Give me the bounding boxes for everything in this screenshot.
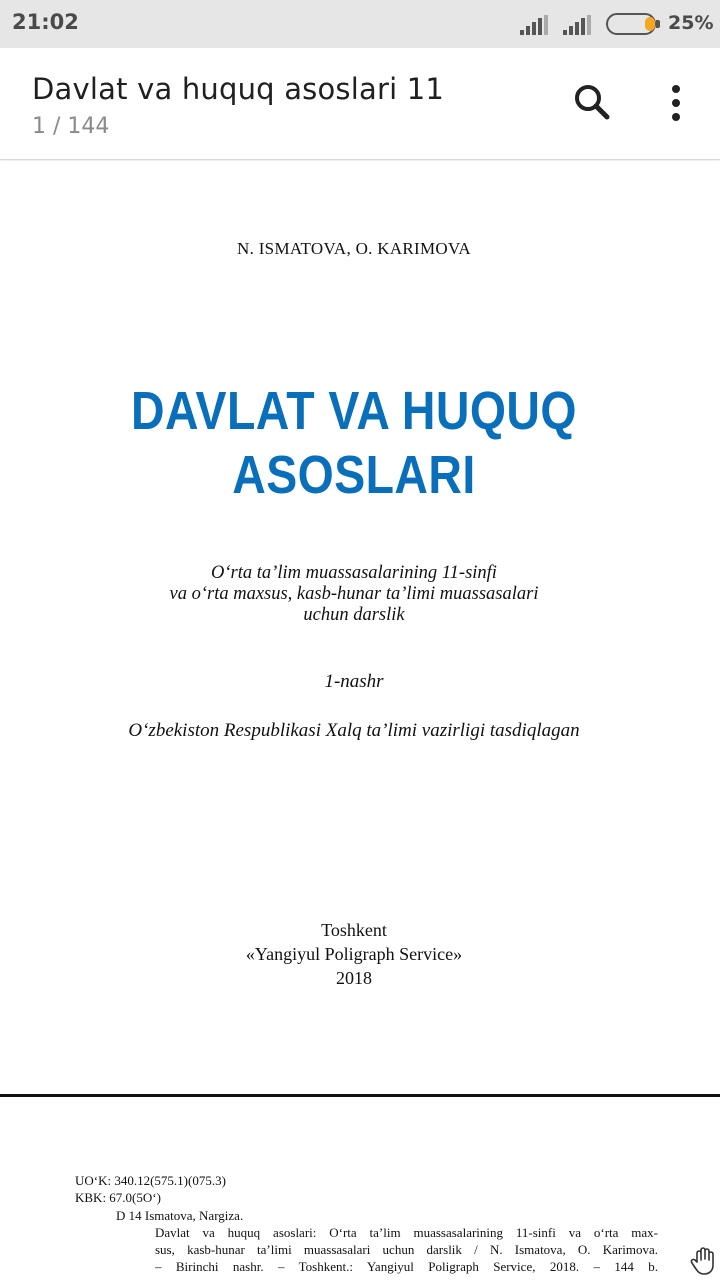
- udk-code: UO‘K: 340.12(575.1)(075.3): [75, 1173, 226, 1188]
- catalog-description-line: Davlat va huquq asoslari: O‘rta ta’lim muassasalarining 11-sinfi va o‘rta max-: [155, 1225, 658, 1240]
- book-title-line: DAVLAT VA HUQUQ: [131, 381, 577, 441]
- hand-icon[interactable]: [690, 1246, 718, 1276]
- battery-icon: [606, 13, 660, 35]
- battery-level-fill: [645, 17, 655, 31]
- status-bar: [0, 0, 720, 48]
- publisher-block: [0, 918, 708, 990]
- publication-year: 2018: [336, 968, 372, 988]
- subtitle-line: va o‘rta maxsus, kasb-hunar ta’limi muassasalari: [169, 584, 539, 604]
- pdf-page-1[interactable]: [0, 161, 720, 1094]
- catalog-description-line: sus, kasb-hunar ta’limi muassasalari uchun darslik / N. Ismatova, O. Karimova.: [155, 1242, 658, 1257]
- pdf-page-2[interactable]: [0, 1097, 720, 1280]
- catalog-description-line: – Birinchi nashr. – Toshkent.: Yangiyul Poligraph Service, 2018. – 144 b.: [155, 1259, 658, 1274]
- kbk-code: KBK: 67.0(5O‘): [75, 1190, 161, 1205]
- page-counter: 1 / 144: [32, 114, 110, 139]
- approval-note: O‘zbekiston Respublikasi Xalq ta’limi vazirligi tasdiqlagan: [128, 720, 580, 741]
- subtitle: [0, 563, 708, 626]
- app-bar: [0, 48, 720, 160]
- edition: 1-nashr: [324, 671, 384, 692]
- search-icon: [568, 78, 616, 126]
- publisher-name: «Yangiyul Poligraph Service»: [245, 944, 463, 964]
- signal-icon: [563, 15, 593, 35]
- status-time: 21:02: [12, 10, 79, 34]
- search-button[interactable]: [568, 78, 616, 126]
- book-title: [50, 379, 659, 507]
- catalog-author: D 14 Ismatova, Nargiza.: [116, 1208, 244, 1223]
- catalog-description: [155, 1224, 658, 1275]
- authors: N. ISMATOVA, O. KARIMOVA: [237, 239, 471, 258]
- book-title-line: ASOSLARI: [232, 445, 476, 505]
- battery-percent: 25%: [668, 12, 714, 34]
- subtitle-line: uchun darslik: [303, 605, 405, 625]
- subtitle-line: O‘rta ta’lim muassasalarining 11-sinfi: [211, 563, 497, 583]
- more-vert-icon: [656, 78, 696, 126]
- signal-icon: [520, 15, 550, 35]
- more-options-button[interactable]: [656, 78, 696, 126]
- document-title: Davlat va huquq asoslari 11: [32, 72, 445, 106]
- publisher-city: Toshkent: [321, 920, 387, 940]
